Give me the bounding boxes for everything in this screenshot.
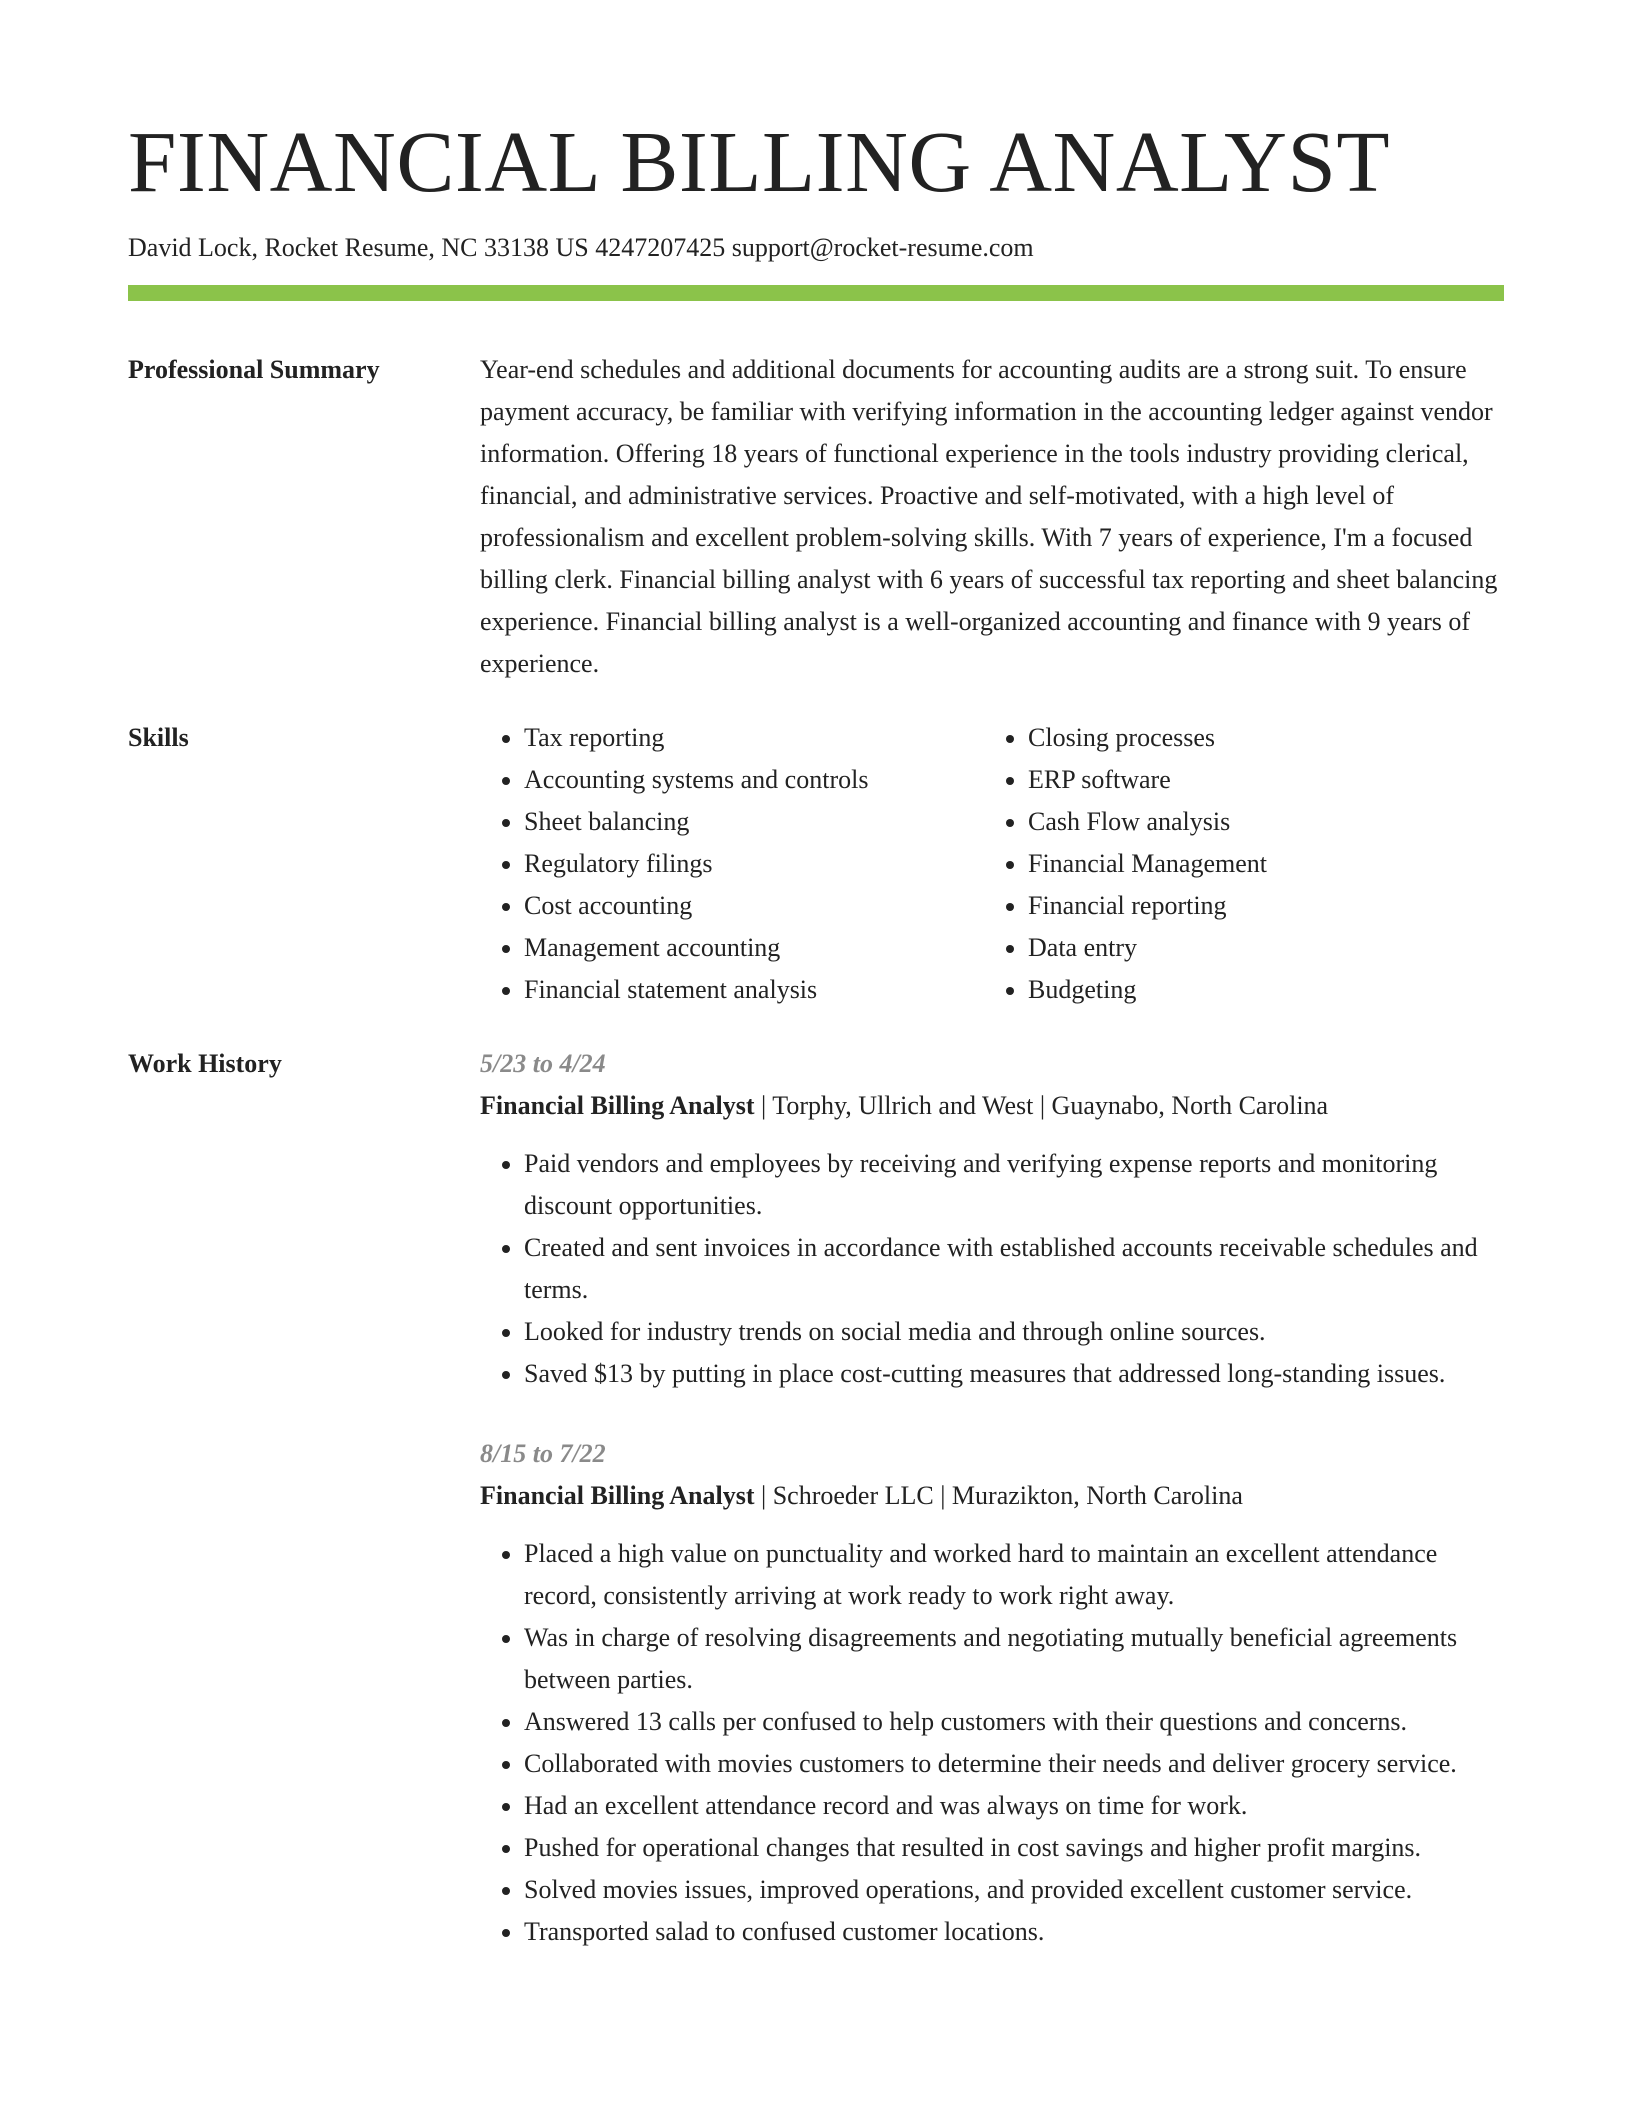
skills-heading: Skills bbox=[128, 723, 189, 752]
job-title: Financial Billing Analyst bbox=[480, 1481, 755, 1510]
job-details: | Torphy, Ullrich and West | Guaynabo, North Carolina bbox=[754, 1091, 1329, 1120]
skills-columns bbox=[480, 717, 1504, 1011]
skill-item: • Sheet balancing bbox=[524, 801, 984, 843]
summary-heading: Professional Summary bbox=[128, 355, 380, 384]
job-bullet: • Placed a high value on punctuality and worked hard to maintain an excellent attendance record, consistently arriving at work ready to work right away. bbox=[524, 1533, 1504, 1617]
skill-item: • Accounting systems and controls bbox=[524, 759, 984, 801]
skill-item: • Tax reporting bbox=[524, 717, 984, 759]
job-bullet: • Answered 13 calls per confused to help customers with their questions and concerns. bbox=[524, 1701, 1504, 1743]
skill-item: • Budgeting bbox=[1028, 969, 1488, 1011]
job-heading bbox=[480, 1475, 1504, 1517]
work-body bbox=[480, 1043, 1504, 1953]
skill-item: • ERP software bbox=[1028, 759, 1488, 801]
skill-item: • Cost accounting bbox=[524, 885, 984, 927]
skill-item: • Financial Management bbox=[1028, 843, 1488, 885]
accent-divider bbox=[128, 285, 1504, 301]
work-heading: Work History bbox=[128, 1049, 282, 1078]
skill-item: • Financial statement analysis bbox=[524, 969, 984, 1011]
summary-text: Year-end schedules and additional documents for accounting audits are a strong suit. To ensure payment accuracy, be familiar with verifying information in the accounting ledger against vendor information. Offering 18 years of functional experience in the tools industry providing clerical, financial, and administrative services. Proactive and self-motivated, with a high level of professionalism and excellent problem-solving skills. With 7 years of experience, I'm a focused billing clerk. Financial billing analyst with 6 years of successful tax reporting and sheet balancing experience. Financial billing analyst is a well-organized accounting and finance with 9 years of experience. bbox=[480, 355, 1498, 678]
skill-item: • Closing processes bbox=[1028, 717, 1488, 759]
skill-item: • Management accounting bbox=[524, 927, 984, 969]
skills-list-right bbox=[984, 717, 1488, 1011]
job-bullet: • Created and sent invoices in accordance with established accounts receivable schedules and terms. bbox=[524, 1227, 1504, 1311]
job-dates: 5/23 to 4/24 bbox=[480, 1049, 606, 1078]
job-bullet: • Looked for industry trends on social media and through online sources. bbox=[524, 1311, 1504, 1353]
job-bullet: • Pushed for operational changes that resulted in cost savings and higher profit margins. bbox=[524, 1827, 1504, 1869]
job-entry bbox=[480, 1043, 1504, 1395]
job-dates: 8/15 to 7/22 bbox=[480, 1439, 606, 1468]
job-bullet: • Paid vendors and employees by receiving and verifying expense reports and monitoring discount opportunities. bbox=[524, 1143, 1504, 1227]
job-bullet: • Had an excellent attendance record and was always on time for work. bbox=[524, 1785, 1504, 1827]
job-bullet: • Solved movies issues, improved operations, and provided excellent customer service. bbox=[524, 1869, 1504, 1911]
skill-item: • Regulatory filings bbox=[524, 843, 984, 885]
summary-body bbox=[480, 349, 1504, 685]
resume-title: FINANCIAL BILLING ANALYST bbox=[128, 113, 1390, 210]
skills-list-left bbox=[480, 717, 984, 1011]
job-heading bbox=[480, 1085, 1504, 1127]
contact-line: David Lock, Rocket Resume, NC 33138 US 4247207425 support@rocket-resume.com bbox=[128, 233, 1034, 262]
job-bullet: • Transported salad to confused customer locations. bbox=[524, 1911, 1504, 1953]
job-bullet: • Was in charge of resolving disagreements and negotiating mutually beneficial agreements between parties. bbox=[524, 1617, 1504, 1701]
job-title: Financial Billing Analyst bbox=[480, 1091, 755, 1120]
job-bullets bbox=[480, 1143, 1504, 1395]
job-bullet: • Saved $13 by putting in place cost-cutting measures that addressed long-standing issues. bbox=[524, 1353, 1504, 1395]
job-bullet: • Collaborated with movies customers to determine their needs and deliver grocery service. bbox=[524, 1743, 1504, 1785]
job-entry bbox=[480, 1433, 1504, 1953]
skills-body bbox=[480, 717, 1504, 1011]
skill-item: • Cash Flow analysis bbox=[1028, 801, 1488, 843]
job-details: | Schroeder LLC | Murazikton, North Carolina bbox=[754, 1481, 1243, 1510]
skill-item: • Data entry bbox=[1028, 927, 1488, 969]
job-bullets bbox=[480, 1533, 1504, 1953]
skill-item: • Financial reporting bbox=[1028, 885, 1488, 927]
